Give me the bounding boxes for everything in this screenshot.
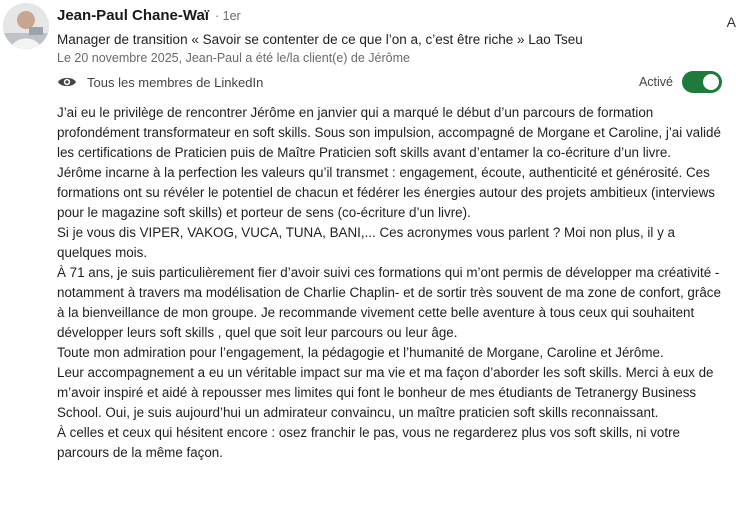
- visibility-toggle[interactable]: [682, 71, 722, 93]
- avatar[interactable]: [3, 3, 49, 49]
- right-edge-glyph: A: [726, 14, 736, 30]
- toggle-label: Activé: [638, 75, 673, 89]
- recommendation-paragraph: À celles et ceux qui hésitent encore : osez franchir le pas, vous ne regarderez plus vos soft skills, ni votre parcours de la même façon.: [57, 425, 680, 460]
- recommendation-paragraph: Toute mon admiration pour l’engagement, la pédagogie et l’humanité de Morgane, Caroline et Jérôme.: [57, 345, 664, 360]
- recommendation-paragraph: Leur accompagnement a eu un véritable impact sur ma vie et ma façon d’aborder les soft skills. Merci à eux de m’avoir inspiré et aidé à repousser mes limites qui font le bonheur de mes étudiants de Tetranergy Business School. Oui, je suis aujourd’hui un admirateur convaincu, un maître praticien soft skills reconnaissant.: [57, 365, 714, 420]
- recommendation-text: [57, 103, 725, 463]
- profile-photo: [3, 3, 49, 49]
- connection-degree: · 1er: [214, 9, 241, 23]
- recommendation-paragraph: Si je vous dis VIPER, VAKOG, VUCA, TUNA, BANI,... Ces acronymes vous parlent ? Moi non plus, il y a quelques mois.: [57, 225, 675, 260]
- author-name[interactable]: Jean-Paul Chane-Waï: [57, 7, 209, 24]
- visibility-row: [57, 71, 722, 93]
- recommendation-relation: Le 20 novembre 2025, Jean-Paul a été le/la client(e) de Jérôme: [57, 51, 410, 65]
- recommendation-header: [57, 7, 726, 65]
- eye-icon: [57, 75, 77, 89]
- recommendation-paragraph: À 71 ans, je suis particulièrement fier d’avoir suivi ces formations qui m’ont permis de développer ma créativité -notamment à travers ma modélisation de Charlie Chaplin- et de sortir très souvent de ma zone de confort, grâce à la bienveillance de mon groupe. Je recommande vivement cette belle aventure à tous ceux qui souhaitent développer leurs soft skills , quel que soit leur parcours ou leur âge.: [57, 265, 721, 340]
- author-headline: Manager de transition « Savoir se contenter de ce que l’on a, c’est être riche » Lao Tseu: [57, 32, 583, 47]
- recommendation-paragraph: J’ai eu le privilège de rencontrer Jérôme en janvier qui a marqué le début d’un parcours de formation profondément transformateur en soft skills. Sous son impulsion, accompagné de Morgane et Caroline, j’ai validé les certifications de Praticien puis de Maître Praticien soft skills avant d’entamer la co-écriture d’un livre.: [57, 105, 721, 160]
- visibility-label: Tous les membres de LinkedIn: [87, 74, 264, 90]
- toggle-knob: [703, 74, 719, 90]
- recommendation-paragraph: Jérôme incarne à la perfection les valeurs qu’il transmet : engagement, écoute, authenticité et générosité. Ces formations ont su révéler le potentiel de chacun et fédérer les énergies autour des projets ambitieux (interviews pour le magazine soft skills) et porteur de sens (co-écriture d’un livre).: [57, 165, 715, 220]
